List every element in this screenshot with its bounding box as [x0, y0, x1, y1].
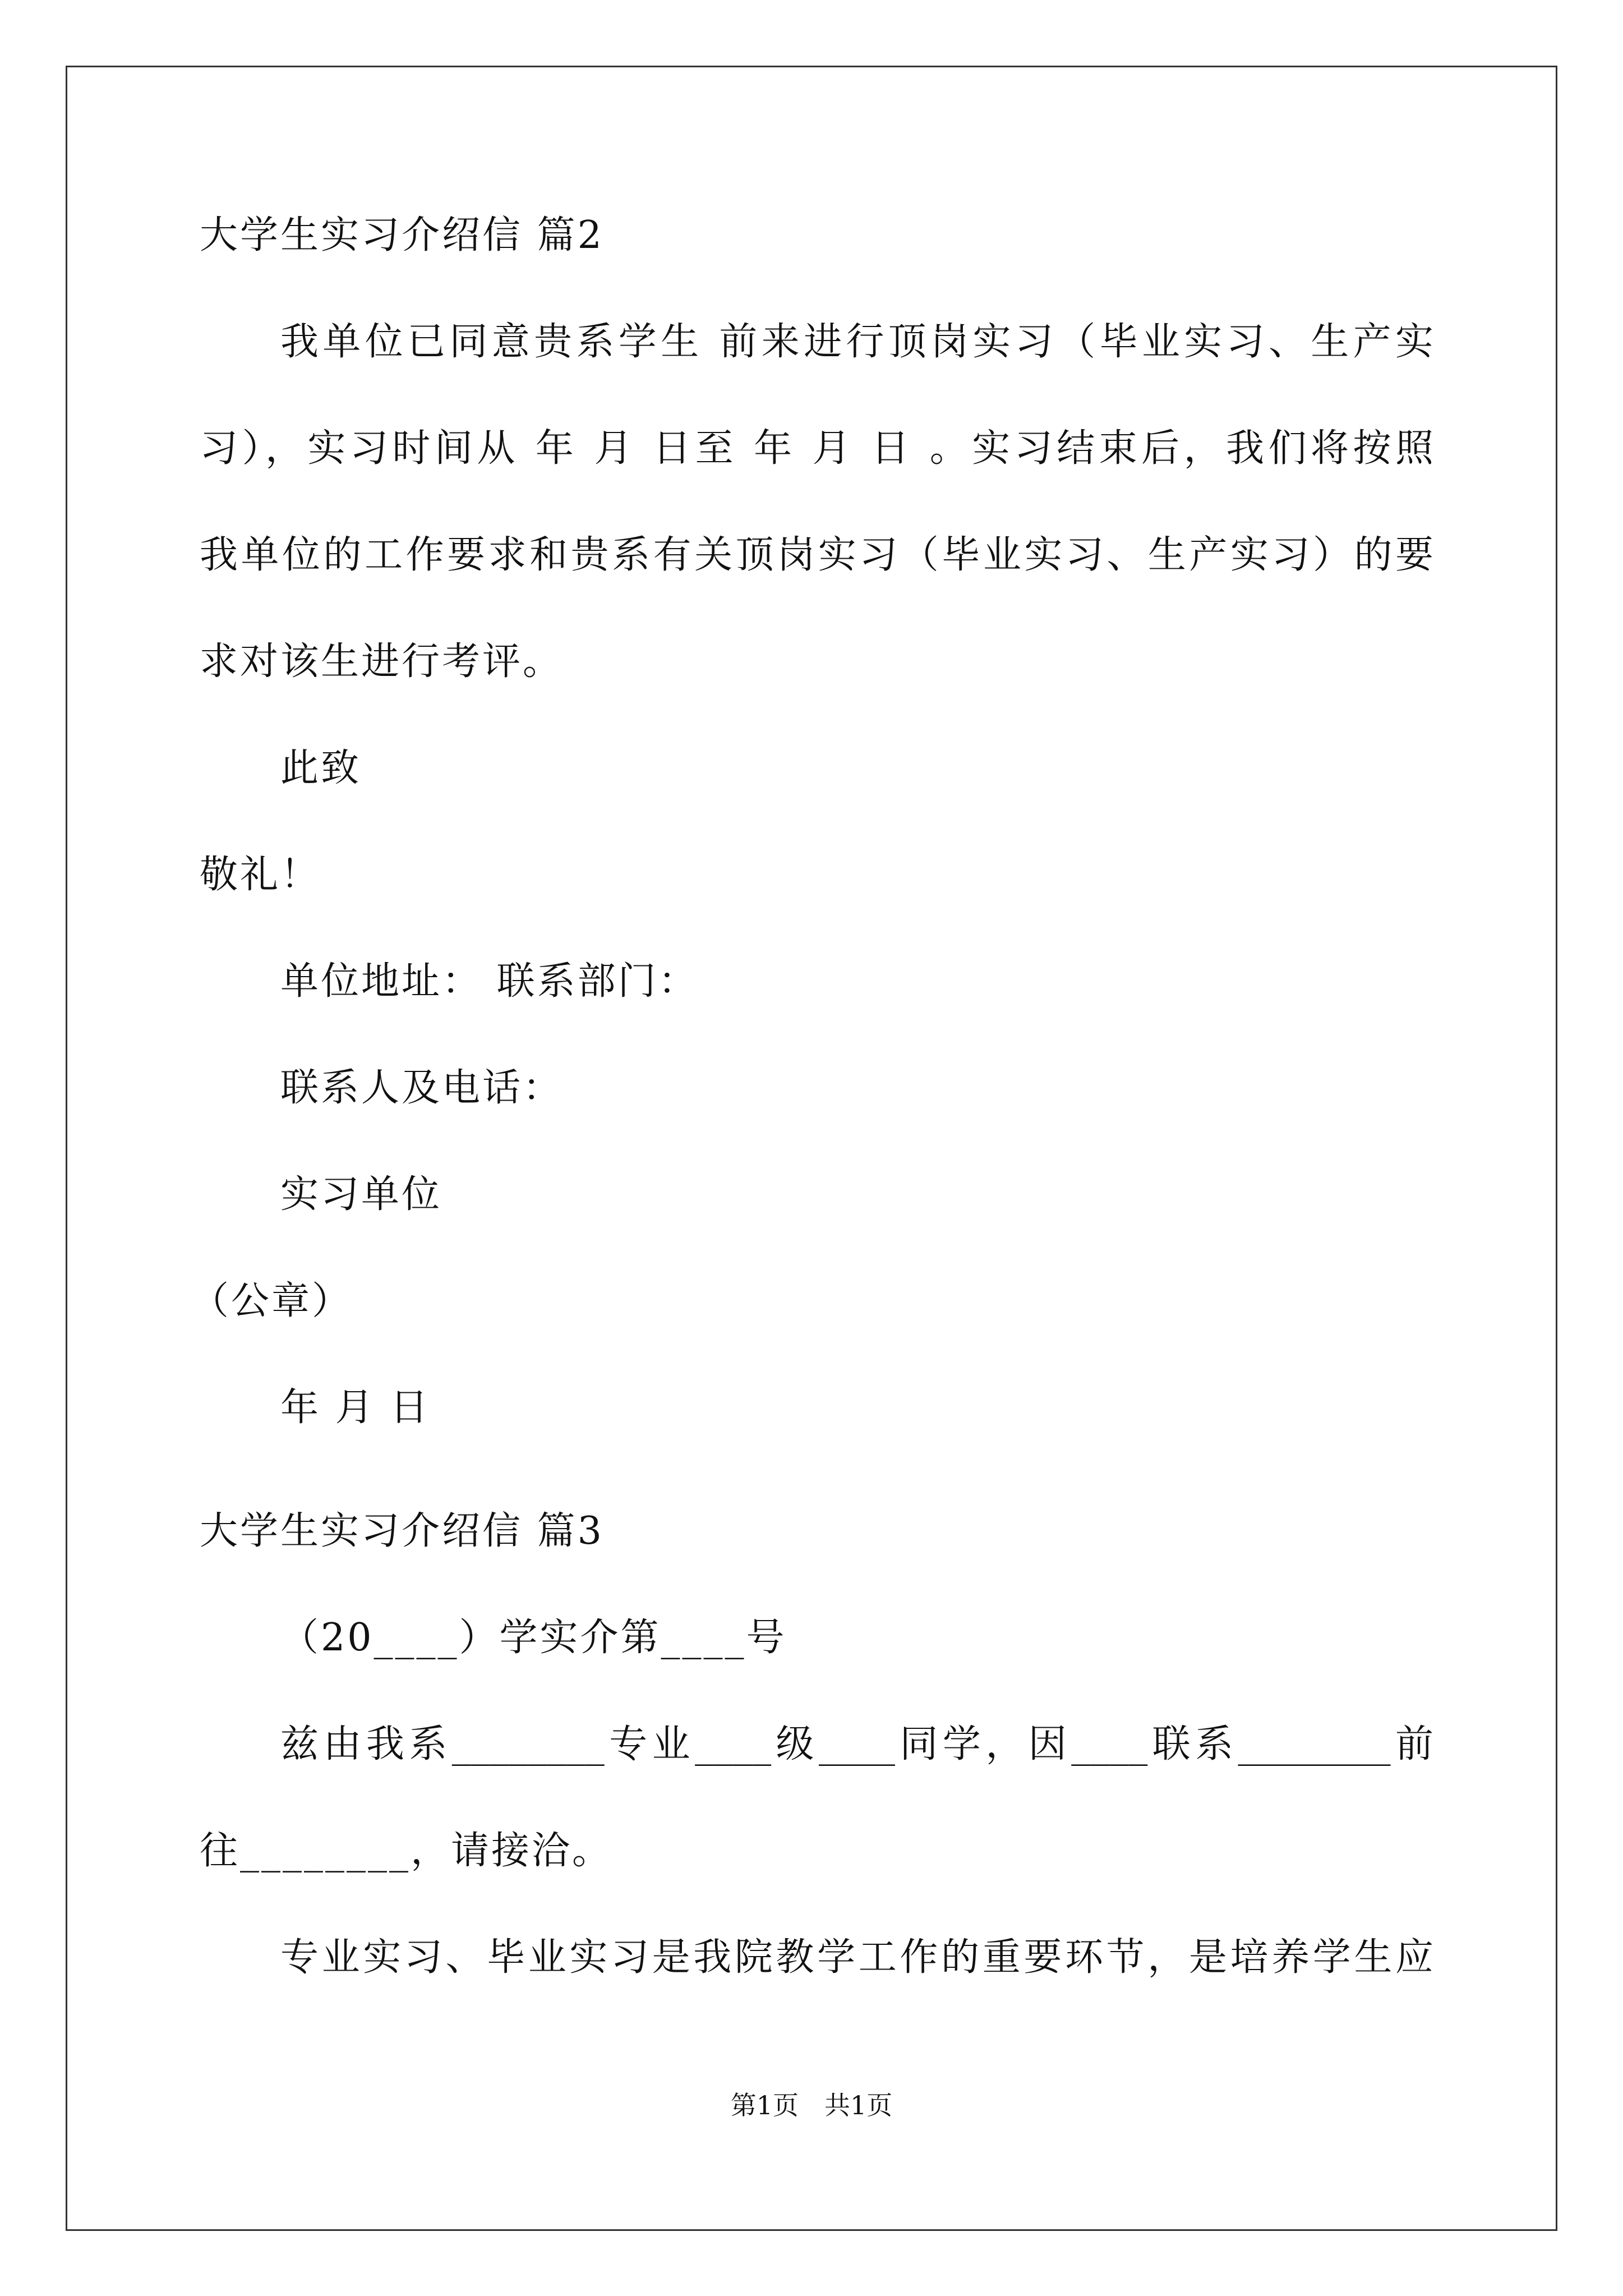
salutation-line: 此致 [280, 746, 362, 790]
unit-line: 实习单位 [280, 1172, 442, 1217]
paragraph-line: 我单位已同意贵系学生 前来进行顶岗实习（毕业实习、生产实 [280, 320, 1433, 364]
paragraph-line: 我单位的工作要求和贵系有关顶岗实习（毕业实习、生产实习）的要 [200, 533, 1433, 577]
paragraph-line: 求对该生进行考评。 [200, 639, 564, 684]
closing-line: 敬礼！ [200, 853, 321, 897]
contact-line: 联系人及电话： [280, 1066, 564, 1110]
page-border [66, 66, 1557, 2231]
paragraph-line: 往________，请接洽。 [200, 1829, 613, 1873]
paragraph-line: 兹由我系________专业____级____同学，因____联系________前 [280, 1722, 1433, 1766]
date-line: 年 月 日 [280, 1386, 431, 1430]
paragraph-line: 专业实习、毕业实习是我院教学工作的重要环节，是培养学生应 [280, 1935, 1433, 1980]
section-heading-2: 大学生实习介绍信 篇2 [200, 213, 604, 257]
page-footer: 第1页 共1页 [730, 2090, 893, 2120]
seal-line: （公章） [191, 1279, 353, 1323]
paragraph-line: 习），实习时间从 年 月 日至 年 月 日 。实习结束后，我们将按照 [200, 426, 1433, 471]
address-line: 单位地址： 联系部门： [280, 959, 699, 1004]
section-heading-3: 大学生实习介绍信 篇3 [200, 1509, 604, 1553]
reference-number-line: （20____）学实介第____号 [280, 1616, 787, 1660]
